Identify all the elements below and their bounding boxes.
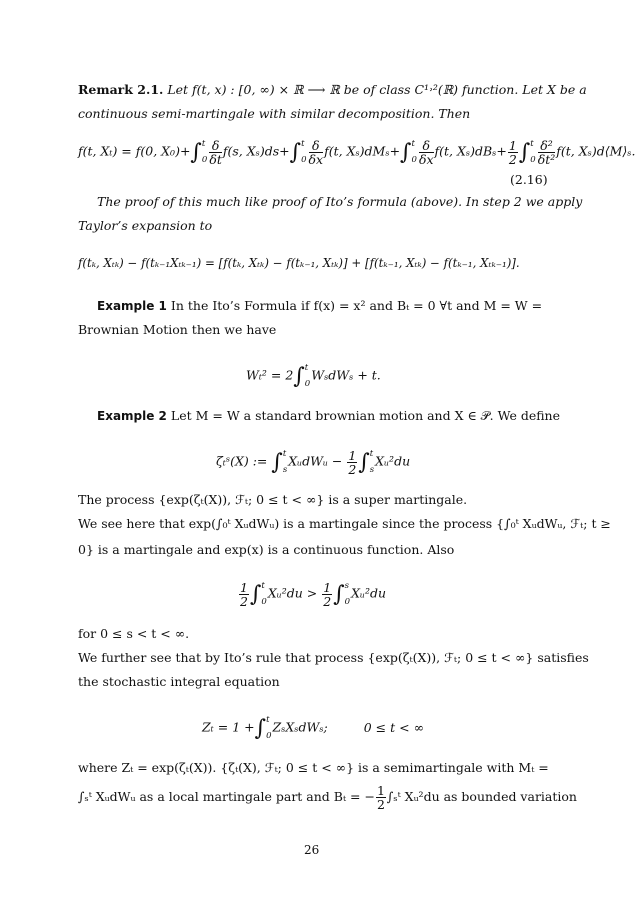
integral-limits: t 0 bbox=[261, 581, 267, 607]
page-number: 26 bbox=[304, 843, 320, 857]
eq-term-1: f(s, Xₛ)ds+ bbox=[222, 143, 290, 159]
eq-term-3: f(t, Xₛ)dBₛ+ bbox=[434, 143, 507, 159]
half-frac: $\frac{1}{2}$ bbox=[348, 447, 357, 477]
taylor-equation: f(tₖ, Xₜₖ) − f(tₖ₋₁Xₜₖ₋₁) = [f(tₖ, Xₜₖ) − f(tₖ₋₁, Xₜₖ)] + [f(tₖ₋₁, Xₜₖ) − f(tₖ₋₁, Xₜₖ₋₁)]. bbox=[78, 256, 520, 270]
example1-line-1 bbox=[97, 298, 542, 313]
remark-equation bbox=[78, 136, 635, 168]
partial-frac: $\frac{\delta}{\delta t}$ bbox=[209, 137, 222, 167]
remark-text-1: Let f(t, x) : [0, ∞) × ℝ ⟶ ℝ be of class C¹˒²(ℝ) function. Let X be a bbox=[167, 82, 587, 97]
example2-definition bbox=[216, 446, 410, 478]
zeta-end: Xᵤ²du bbox=[375, 453, 411, 469]
para-8-part-a: ∫ₛᵗ XᵤdWᵤ as a local martingale part and Bₜ = − bbox=[78, 789, 375, 804]
integral-sign: ∫ bbox=[293, 363, 305, 389]
ineq-left: Xᵤ²du > bbox=[267, 585, 318, 601]
example2-para-6: the stochastic integral equation bbox=[78, 674, 280, 689]
integral-sign: ∫ bbox=[518, 139, 531, 165]
eq-term-2: f(t, Xₛ)dMₛ+ bbox=[324, 143, 401, 159]
half-frac: $\frac{1}{2}$ bbox=[376, 783, 385, 812]
eq-term-4: f(t, Xₛ)d⟨M⟩ₛ. bbox=[556, 143, 636, 159]
half-frac: $\frac{1}{2}$ bbox=[240, 579, 248, 609]
integral-sign: ∫ bbox=[271, 449, 283, 475]
example1-label: Example 1 bbox=[97, 299, 167, 313]
example2-para-4: for 0 ≤ s < t < ∞. bbox=[78, 626, 190, 641]
zeta-lhs: ζₜˢ(X) := bbox=[216, 453, 268, 469]
example1-line-2: Brownian Motion then we have bbox=[78, 322, 277, 337]
example2-label: Example 2 bbox=[97, 409, 167, 423]
sie-lhs: Zₜ = 1 + bbox=[202, 719, 255, 735]
example2-text-1: Let M = W a standard brownian motion and X ∈ 𝒫. We define bbox=[170, 408, 561, 423]
example2-para-7: where Zₜ = exp(ζₜ(X)). {ζₜ(X), ℱₜ; 0 ≤ t < ∞} is a semimartingale with Mₜ = bbox=[78, 760, 549, 775]
integral-limits: t 0 bbox=[201, 139, 208, 165]
para-8-part-b: ∫ₛᵗ Xᵤ²du as bounded variation bbox=[386, 789, 577, 804]
sie-condition: 0 ≤ t < ∞ bbox=[363, 719, 424, 735]
remark-para-2: Taylor’s expansion to bbox=[78, 218, 213, 233]
integral-sign: ∫ bbox=[254, 715, 267, 741]
zeta-mid: XᵤdWᵤ − bbox=[288, 453, 343, 469]
example2-para-2: We see here that exp(∫₀ᵗ XᵤdWᵤ) is a martingale since the process {∫₀ᵗ XᵤdWᵤ, ℱₜ; t ≥ bbox=[78, 516, 611, 531]
integral-sign: ∫ bbox=[358, 449, 370, 475]
second-partial-frac: $\frac{\text{δ²}}{\text{δt²}}$ bbox=[537, 137, 556, 167]
integral-limits: t 0 bbox=[411, 139, 417, 165]
integral-sign: ∫ bbox=[249, 581, 262, 607]
equation-number: (2.16) bbox=[510, 172, 548, 187]
integral-limits: t 0 bbox=[304, 363, 311, 389]
example1-text-1: In the Ito’s Formula if f(x) = x² and Bₜ = 0 ∀t and M = W = bbox=[170, 298, 543, 313]
remark-para-1: The proof of this much like proof of Ito’s formula (above). In step 2 we apply bbox=[97, 194, 583, 209]
integral-sign: ∫ bbox=[190, 139, 202, 165]
example1-equation bbox=[246, 360, 381, 392]
example2-line-1 bbox=[97, 408, 560, 424]
example2-para-1: The process {exp(ζₜ(X)), ℱₜ; 0 ≤ t < ∞} is a super martingale. bbox=[78, 492, 468, 507]
integral-limits: t s bbox=[282, 449, 288, 475]
sie-rhs: ZₛXₛdWₛ; bbox=[272, 719, 328, 735]
example2-para-3: 0} is a martingale and exp(x) is a continuous function. Also bbox=[78, 542, 455, 557]
partial-frac: $\frac{\delta}{\delta x}$ bbox=[418, 137, 434, 167]
integral-limits: s 0 bbox=[344, 581, 351, 607]
integral-limits: t 0 bbox=[301, 139, 307, 165]
ineq-right: Xᵤ²du bbox=[351, 585, 387, 601]
stochastic-integral-equation bbox=[202, 712, 424, 744]
half-frac: $\frac{1}{2}$ bbox=[508, 137, 517, 167]
example1-eq-rhs: WₛdWₛ + t. bbox=[311, 367, 381, 383]
example2-para-5: We further see that by Ito’s rule that process {exp(ζₜ(X)), ℱₜ; 0 ≤ t < ∞} satisfies bbox=[78, 650, 589, 665]
integral-limits: t s bbox=[369, 449, 375, 475]
partial-frac: $\frac{\delta}{\delta x}$ bbox=[308, 137, 324, 167]
example2-inequality bbox=[238, 578, 386, 610]
remark-heading: Remark 2.1. bbox=[78, 82, 164, 97]
half-frac: $\frac{1}{2}$ bbox=[323, 579, 332, 609]
eq-lhs: f(t, Xₜ) = f(0, X₀)+ bbox=[78, 143, 191, 159]
remark-line-2: continuous semi-martingale with similar decomposition. Then bbox=[78, 106, 471, 121]
integral-limits: t 0 bbox=[530, 139, 536, 165]
integral-sign: ∫ bbox=[400, 139, 412, 165]
integral-sign: ∫ bbox=[333, 581, 345, 607]
integral-sign: ∫ bbox=[289, 139, 302, 165]
example2-para-8 bbox=[78, 784, 577, 811]
integral-limits: t 0 bbox=[266, 715, 272, 741]
example1-eq-lhs: Wₜ² = 2 bbox=[246, 367, 294, 383]
remark-line-1 bbox=[78, 82, 587, 97]
